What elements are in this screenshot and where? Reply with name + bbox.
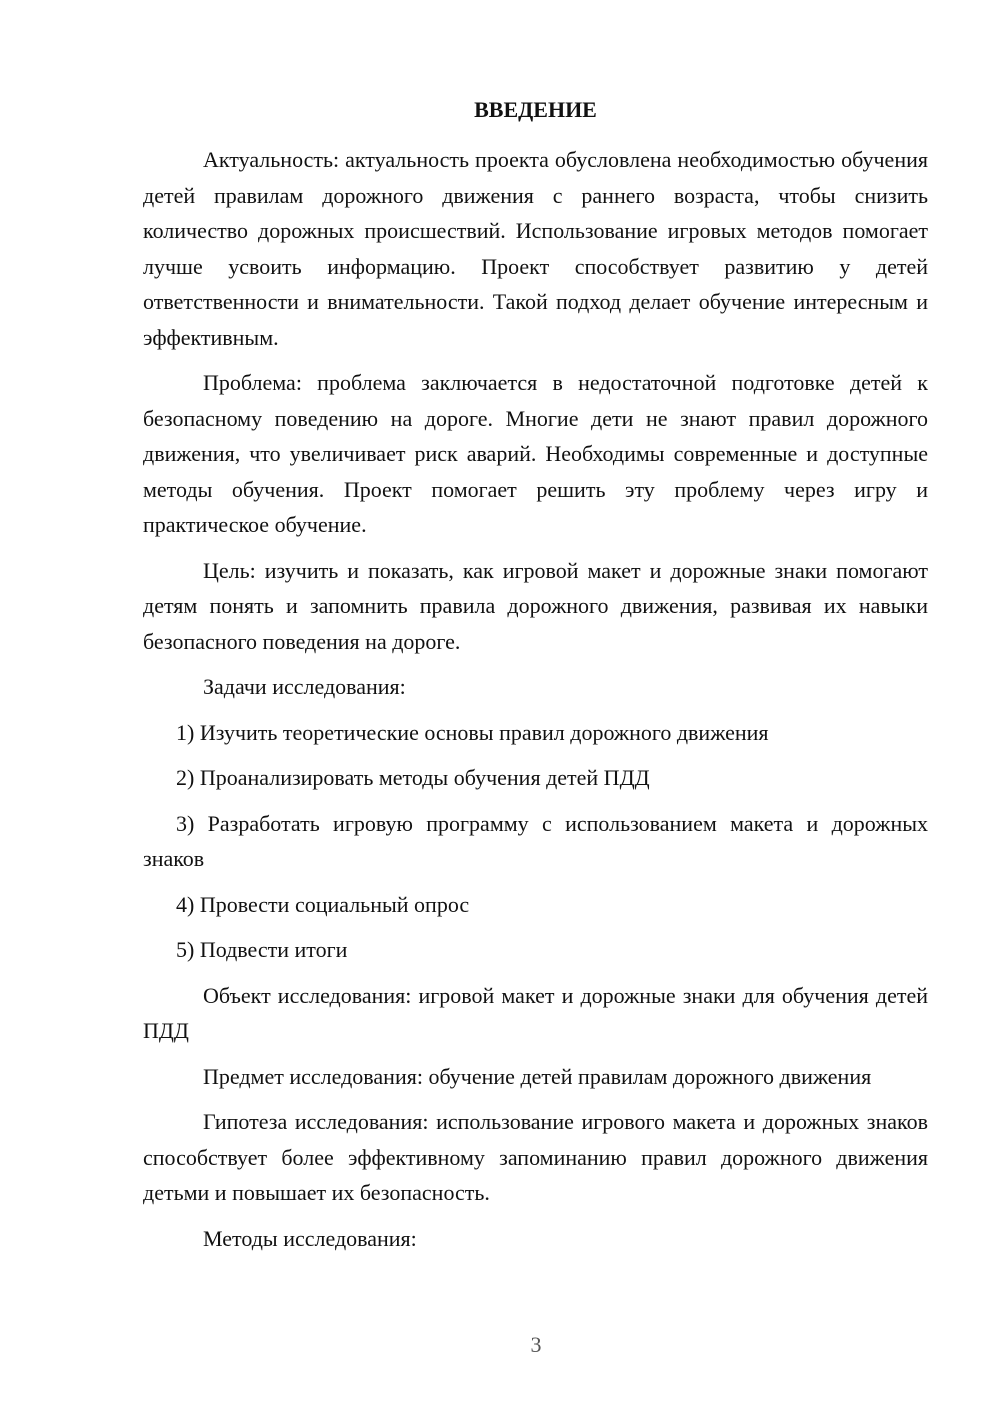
paragraph-object: Объект исследования: игровой макет и дорожные знаки для обучения детей ПДД xyxy=(143,982,928,1043)
paragraph-problem: Проблема: проблема заключается в недостаточной подготовке детей к безопасному поведению на дороге. Многие дети не знают правил дорожного движения, что увеличивает риск аварий. Необходимы современные и доступные методы обучения. Проект помогает решить эту проблему через игру и практическое обучение. xyxy=(143,370,928,537)
page-content xyxy=(143,92,928,1266)
task-item-1: 1) Изучить теоретические основы правил дорожного движения xyxy=(176,719,769,745)
task-item-5: 5) Подвести итоги xyxy=(176,937,348,962)
page-number: 3 xyxy=(530,1332,542,1357)
task-item-3: 3) Разработать игровую программу с использованием макета и дорожных знаков xyxy=(143,810,928,871)
tasks-heading: Задачи исследования: xyxy=(203,674,406,699)
paragraph-subject: Предмет исследования: обучение детей правилам дорожного движения xyxy=(203,1063,872,1089)
section-title: ВВЕДЕНИЕ xyxy=(474,97,597,122)
task-item-2: 2) Проанализировать методы обучения детей ПДД xyxy=(176,765,650,790)
paragraph-hypothesis: Гипотеза исследования: использование игрового макета и дорожных знаков способствует более эффективному запоминанию правил дорожного движения детьми и повышает их безопасность. xyxy=(143,1109,928,1205)
paragraph-goal: Цель: изучить и показать, как игровой макет и дорожные знаки помогают детям понять и запомнить правила дорожного движения, развивая их навыки безопасного поведения на дороге. xyxy=(143,557,928,654)
paragraph-relevance: Актуальность: актуальность проекта обусловлена необходимостью обучения детей правилам дорожного движения с раннего возраста, чтобы снизить количество дорожных происшествий. Использование игровых методов помогает лучше усвоить информацию. Проект способствует развитию у детей ответственности и внимательности. Такой подход делает обучение интересным и эффективным. xyxy=(143,147,928,350)
task-item-4: 4) Провести социальный опрос xyxy=(176,891,470,917)
methods-heading: Методы исследования: xyxy=(203,1225,417,1251)
